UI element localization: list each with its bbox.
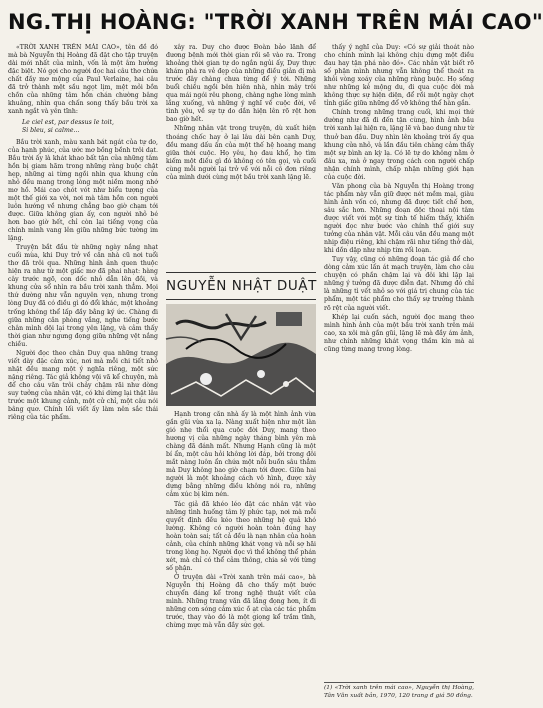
paragraph: Bầu trời xanh, màu xanh bát ngát của tự do, của hạnh phúc, của ước mơ bồng bềnh trôi dạt. Bầu trời ấy là khát khao bất tận của những tâm hồn bị giam hãm trong những ràng buộc chật hẹp, những ai từng ngồi nhìn qua khung cửa nhỏ đều mang trong lòng một niềm mong nhớ mơ hồ. Mái cao chót vót như biểu tượng của một thế giới xa vời, nơi mà tâm hồn con người luôn hướng về nhưng chẳng bao giờ chạm tới được. Giữa không gian ấy, con người nhỏ bé hơn bao giờ hết, chỉ còn lại tiếng vọng của chính mình vang lên giữa những bức tường im lặng.: [8, 138, 158, 243]
column-left: [8, 44, 158, 700]
column-middle: [166, 44, 316, 700]
paragraph: «TRỜI XANH TRÊN MÁI CAO», tên đề đó mà bà Nguyễn thị Hoàng đã đặt cho tập truyện dài mới nhất của mình, vốn là một âm hưởng đặc biệt. Nó gợi cho người đọc hai câu thơ chứa chất đầy mơ mộng của Paul Verlaine, hai câu đã trở thành mệt sầu ngọt lịm, mệt mỏi bồn chồn của những tâm hồn chán chường bâng khuâng, nhìn qua chấn song thấy bầu trời xa xanh ngắt và yên tĩnh:: [8, 44, 158, 116]
column-middle-bottom: [166, 411, 316, 701]
footnote: (1) «Trời xanh trên mái cao», Nguyễn thị Hoàng, Tân Văn xuất bản, 1970, 120 trang đ giá 50 đồng.: [324, 682, 474, 700]
paragraph: Tuy vậy, cũng có những đoạn tác giả để cho dòng cảm xúc lấn át mạch truyện, làm cho câu chuyện có phần chậm lại và đôi khi lặp lại những ý tưởng đã được diễn đạt. Nhưng đó chỉ là những tì vết nhỏ so với giá trị chung của tác phẩm, một tác phẩm cho thấy sự trưởng thành rõ rệt của người viết.: [324, 256, 474, 312]
epigraph-line: Le ciel est, par dessus le toit,: [22, 119, 114, 127]
article-headline: NG.THỊ HOÀNG: "TRỜI XANH TRÊN MÁI CAO": [8, 10, 543, 34]
paragraph: Tác giả đã khéo léo đặt các nhân vật vào những tình huống tâm lý phức tạp, nơi mà mỗi quyết định đều kéo theo những hệ quả khó lường. Không có người hoàn toàn đúng hay hoàn toàn sai; tất cả đều là nạn nhân của hoàn cảnh, của chính những khát vọng và nỗi sợ hãi trong lòng họ. Người đọc vì thế không thể phán xét, mà chỉ có thể cảm thông, chia sẻ với từng số phận.: [166, 500, 316, 572]
column-right-text: [324, 44, 474, 656]
illustration: [166, 304, 316, 406]
paragraph: Văn phong của bà Nguyễn thị Hoàng trong tác phẩm này vẫn giữ được nét mềm mại, giàu hình ảnh vốn có, nhưng đã được tiết chế hơn, sâu sắc hơn. Những đoạn độc thoại nội tâm được viết với một sự tinh tế hiếm thấy, khiến người đọc như bước vào chính thế giới suy tưởng của nhân vật. Mỗi câu văn đều mang một nhịp điệu riêng, khi chậm rãi như tiếng thở dài, khi dồn dập như nhịp tim rối loạn.: [324, 182, 475, 255]
author-name: NGUYỄN NHẬT DUẬT: [166, 272, 316, 300]
paragraph: Chính trong những trang cuối, khi mọi thứ dường như đã đi đến tận cùng, hình ảnh bầu trời xanh lại hiện ra, lặng lẽ và bao dung như từ thuở ban đầu. Duy nhìn lên khoảng trời ấy qua khung cửa nhỏ, và lần đầu tiên chàng cảm thấy một sự bình an kỳ lạ. Có lẽ tự do không nằm ở đâu xa, mà ở ngay trong cách con người chấp nhận chính mình, chấp nhận những giới hạn của cuộc đời.: [324, 109, 474, 181]
abstract-artwork-image: [166, 304, 316, 406]
paragraph: Những nhân vật trong truyện, dù xuất hiện thoáng chốc hay ở lại lâu dài bên cạnh Duy, đều mang dấu ấn của một thế hệ hoang mang giữa thời cuộc. Họ yêu, họ đau khổ, họ tìm kiếm một điều gì đó không có tên gọi, và cuối cùng mỗi người lại trở về với nỗi cô đơn riêng của mình dưới cùng một bầu trời xanh lặng lẽ.: [166, 125, 316, 181]
paragraph: Người đọc theo chân Duy qua những trang viết dày đặc cảm xúc, nơi mà mỗi chi tiết nhỏ nhặt đều mang một ý nghĩa riêng, một sức nặng riêng. Tác giả không vội vã kể chuyện, mà để cho câu văn trôi chảy chậm rãi như dòng suy tưởng của nhân vật, có khi dừng lại thật lâu trước một khung cảnh, một cử chỉ, một câu nói bâng quơ. Chính lối viết ấy làm nên sắc thái riêng của tác phẩm.: [8, 349, 158, 422]
paragraph: thấy ý nghĩ của Duy: «Có sự giải thoát nào cho chính mình lại không chịu dựng một điều đau hay tận phá nào đó». Các nhân vật biết rõ số phận mình nhưng vẫn không thể thoát ra khỏi vòng xoáy của những ràng buộc. Họ sống như những kẻ mộng du, đi qua cuộc đời mà không thực sự hiện diện, để rồi một ngày chợt tỉnh giấc giữa những đổ vỡ không thể hàn gắn.: [324, 44, 474, 108]
paragraph: Khép lại cuốn sách, người đọc mang theo mình hình ảnh của một bầu trời xanh trên mái cao, xa xôi mà gần gũi, lặng lẽ mà đầy ám ảnh, như chính những khát vọng thầm kín mà ai cũng từng mang trong lòng.: [324, 313, 474, 353]
paragraph: Truyện bắt đầu từ những ngày nắng nhạt cuối mùa, khi Duy trở về căn nhà cũ nơi tuổi thơ đã trôi qua. Những hình ảnh quen thuộc hiện ra như từ một giấc mơ đã phai nhạt: hàng cây trước ngõ, con dốc nhỏ dẫn lên đồi, và khung cửa sổ nhìn ra bầu trời xanh thẳm. Mọi thứ dường như vẫn nguyên vẹn, nhưng trong lòng Duy đã có điều gì đó đổi khác, một khoảng trống không thể lấp đầy bằng ký ức. Chàng đi giữa những căn phòng vắng, nghe tiếng bước chân mình dội lại trong yên lặng, và cảm thấy thời gian như ngưng đọng giữa những vệt nắng chiều.: [8, 244, 158, 348]
epigraph: [22, 119, 158, 135]
column-right: [324, 44, 474, 700]
column-middle-top: [166, 44, 316, 266]
epigraph-line: Si bleu, si calme...: [22, 127, 80, 135]
paragraph: Hạnh trong căn nhà ấy là một hình ảnh vừa gần gũi vừa xa lạ. Nàng xuất hiện như một làn gió nhẹ thổi qua cuộc đời Duy, mang theo hương vị của những ngày tháng bình yên mà chàng đã đánh mất. Nhưng Hạnh cũng là một bí ẩn, một câu hỏi không lời đáp, bởi trong đôi mắt nàng luôn ẩn chứa một nỗi buồn sâu thẳm mà Duy không bao giờ chạm tới được. Giữa hai người là một khoảng cách vô hình, được xây dựng bằng những điều không nói ra, những cảm xúc bị kìm nén.: [166, 411, 316, 499]
paragraph: xây ra. Duy cho được Đoàn bảo lãnh để đương bệnh mới thời gian rồi sẽ vào ra. Trong khoảng thời gian tự do ngắn ngủi ấy, Duy thực khám phá ra vẻ đẹp của những điều giản dị mà trước đây chàng chưa từng để ý tới. Những buổi chiều ngồi bên hiên nhà, nhìn mây trôi qua mái ngói rêu phong, chàng nghe lòng mình lắng xuống, và những ý nghĩ về cuộc đời, về tình yêu, về sự tự do dần hiện lên rõ rệt hơn bao giờ hết.: [166, 44, 316, 124]
paragraph: Ở truyện dài «Trời xanh trên mái cao», bà Nguyễn thị Hoàng đã cho thấy một bước chuyển đáng kể trong nghệ thuật viết của mình. Những trang văn đã lắng đọng hơn, ít đi những cơn sóng cảm xúc ồ ạt của các tác phẩm trước, thay vào đó là một giọng kể trầm tĩnh, chừng mực mà vẫn đầy sức gợi.: [166, 573, 316, 630]
